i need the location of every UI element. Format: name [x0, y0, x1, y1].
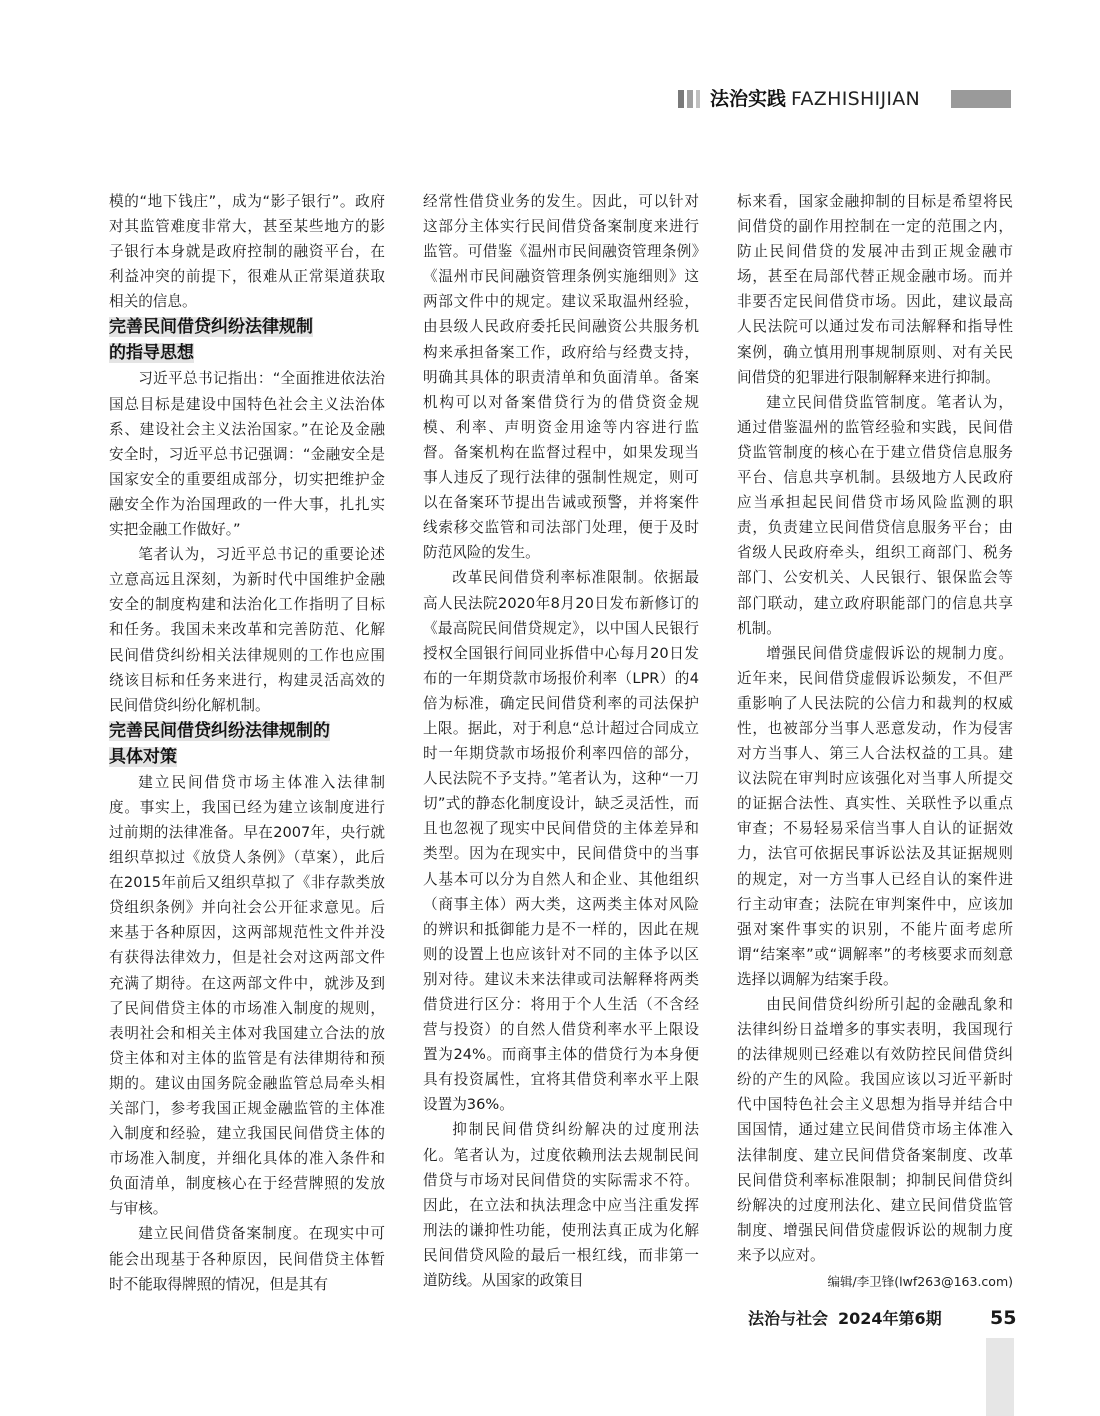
section-heading-guiding-thought: [109, 314, 385, 366]
publication-folio: [748, 1306, 942, 1332]
paragraph: 标来看，国家金融抑制的目标是希望将民间借贷的副作用控制在一定的范围之内，防止民间借贷的发展冲击到正规金融市场，甚至在局部代替正规金融市场。而并非要否定民间借贷市场。因此，建议最高人民法院可以通过发布司法解释和指导性案例，确立慎用刑事规制原则、对有关民间借贷的犯罪进行限制解释来进行抑制。: [737, 193, 1013, 386]
header-decor-bar: [696, 90, 700, 108]
header-decor-bar: [678, 90, 684, 108]
section-title-en: FAZHISHIJIAN: [791, 88, 921, 110]
paragraph: 由民间借贷纠纷所引起的金融乱象和法律纠纷日益增多的事实表明，我国现行的法律规则已经难以有效防控民间借贷纠纷的产生的风险。我国应该以习近平新时代中国特色社会主义思想为指导并结合中国国情，通过建立民间借贷市场主体准入法律制度、建立民间借贷备案制度、改革民间借贷利率标准限制；抑制民间借贷纠纷解决的过度刑法化、建立民间借贷监管制度、增强民间借贷虚假诉讼的规制力度来予以应对。: [737, 996, 1013, 1264]
page-number: 55: [990, 1307, 1017, 1329]
paragraph: 经常性借贷业务的发生。因此，可以针对这部分主体实行民间借贷备案制度来进行监管。可借鉴《温州市民间融资管理条例》《温州市民间融资管理条例实施细则》这两部文件中的规定。建议采取温州经验，由县级人民政府委托民间融资公共服务机构来承担备案工作，政府给与经费支持，明确其具体的职责清单和负面清单。备案机构可以对备案借贷行为的借贷资金规模、利率、声明资金用途等内容进行监督。备案机构在监督过程中，如果发现当事人违反了现行法律的强制性规定，则可以在备案环节提出告诫或预警，并将案件线索移交监管和司法部门处理，便于及时防范风险的发生。: [423, 193, 699, 562]
paragraph: 习近平总书记指出：“全面推进依法治国总目标是建设中国特色社会主义法治体系、建设社会主义法治国家。”在论及金融安全时，习近平总书记强调：“金融安全是国家安全的重要组成部分，切实把维护金融安全作为治国理政的一件大事，扎扎实实把金融工作做好。”: [109, 370, 385, 539]
heading-line: 完善民间借贷纠纷法律规制的: [109, 720, 330, 741]
header-decor-bar: [687, 90, 693, 108]
section-title-cn: 法治实践: [710, 88, 787, 110]
heading-line: 具体对策: [109, 746, 177, 767]
paragraph: 建立民间借贷市场主体准入法律制度。事实上，我国已经为建立该制度进行过前期的法律准备。早在2007年，央行就组织草拟过《放贷人条例》（草案），此后在2015年前后又组织草拟了《非存款类放贷组织条例》并向社会公开征求意见。后来基于各种原因，这两部规范性文件并没有获得法律效力，但是社会对这两部文件充满了期待。在这两部文件中，就涉及到了民间借贷主体的市场准入制度的规则，表明社会和相关主体对我国建立合法的放贷主体和对主体的监管是有法律期待和预期的。建议由国务院金融监管总局牵头相关部门，参考我国正规金融监管的主体准入制度和经验，建立我国民间借贷主体的市场准入制度，并细化具体的准入条件和负面清单，制度核心在于经营牌照的发放与审核。: [109, 773, 385, 1218]
page-edge-strip: [986, 1338, 1014, 1416]
paragraph: 抑制民间借贷纠纷解决的过度刑法化。笔者认为，过度依赖刑法去规制民间借贷与市场对民间借贷的实际需求不符。因此，在立法和执法理念中应当注重发挥刑法的谦抑性功能，使刑法真正成为化解民间借贷风险的最后一根红线，而非第一道防线。从国家的政策目: [423, 1121, 699, 1290]
heading-line: 的指导思想: [109, 343, 194, 364]
publication-name: 法治与社会: [748, 1309, 829, 1328]
paragraph: 改革民间借贷利率标准限制。依据最高人民法院2020年8月20日发布新修订的《最高院民间借贷规定》，以中国人民银行授权全国银行间同业拆借中心每月20日发布的一年期贷款市场报价利率（LPR）的4倍为标准，确定民间借贷利率的司法保护上限。据此，对于利息“总计超过合同成立时一年期贷款市场报价利率四倍的部分，人民法院不予支持。”笔者认为，这种“一刀切”式的静态化制度设计，缺乏灵活性，而且也忽视了现实中民间借贷的主体差异和类型。因为在现实中，民间借贷中的当事人基本可以分为自然人和企业、其他组织（商事主体）两大类，这两类主体对风险的辨识和抵御能力是不一样的，因此在规则的设置上也应该针对不同的主体予以区别对待。建议未来法律或司法解释将两类借贷进行区分：将用于个人生活（不含经营与投资）的自然人借贷利率水平上限设置为24%。而商事主体的借贷行为本身便具有投资属性，宜将其借贷利率水平上限设置为36%。: [423, 569, 699, 1114]
paragraph: 笔者认为，习近平总书记的重要论述立意高远且深刻，为新时代中国维护金融安全的制度构建和法治化工作指明了目标和任务。我国未来改革和完善防范、化解民间借贷纠纷相关法律规则的工作也应围绕该目标和任务来进行，构建灵活高效的民间借贷纠纷化解机制。: [109, 546, 385, 714]
paragraph: 模的“地下钱庄”，成为“影子银行”。政府对其监管难度非常大，甚至某些地方的影子银行本身就是政府控制的融资平台，在利益冲突的前提下，很难从正常渠道获取相关的信息。: [109, 193, 385, 311]
section-header: [678, 86, 1018, 112]
editor-credit: 编辑/李卫锋(lwf263@163.com): [827, 1274, 1013, 1290]
section-heading-countermeasures: [109, 718, 385, 770]
section-title: [710, 86, 920, 112]
paragraph: 建立民间借贷监管制度。笔者认为，通过借鉴温州的监管经验和实践，民间借贷监管制度的核心在于建立借贷信息服务平台、信息共享机制。县级地方人民政府应当承担起民间借贷市场风险监测的职责，负责建立民间借贷信息服务平台；由省级人民政府牵头，组织工商部门、税务部门、公安机关、人民银行、银保监会等部门联动，建立政府职能部门的信息共享机制。: [737, 393, 1013, 637]
article-column-3: [737, 189, 1013, 1293]
paragraph: 增强民间借贷虚假诉讼的规制力度。近年来，民间借贷虚假诉讼频发，不但严重影响了人民法院的公信力和裁判的权威性，也被部分当事人恶意发动，作为侵害对方当事人、第三人合法权益的工具。建议法院在审判时应该强化对当事人所提交的证据合法性、真实性、关联性予以重点审查；不易轻易采信当事人自认的证据效力，法官可依据民事诉讼法及其证据规则的规定，对一方当事人已经自认的案件进行主动审查；法院在审判案件中，应该加强对案件事实的识别，不能片面考虑所谓“结案率”或“调解率”的考核要求而刻意选择以调解为结案手段。: [737, 644, 1013, 988]
header-decor-block: [951, 90, 1011, 108]
article-column-2: [423, 189, 699, 1293]
paragraph: 建立民间借贷备案制度。在现实中可能会出现基于各种原因，民间借贷主体暂时不能取得牌照的情况，但是其有: [109, 1225, 385, 1293]
article-column-1: [109, 189, 385, 1297]
issue-label: 2024年第6期: [838, 1309, 942, 1328]
heading-line: 完善民间借贷纠纷法律规制: [109, 317, 313, 338]
